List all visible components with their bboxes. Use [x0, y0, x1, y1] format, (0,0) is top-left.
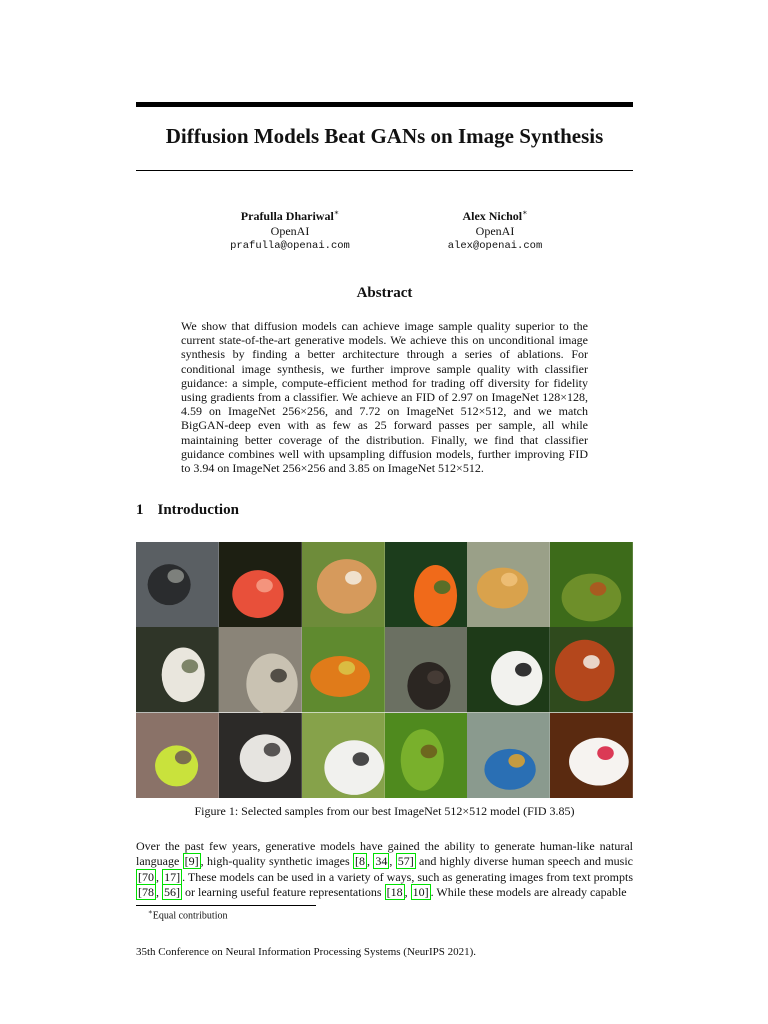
abstract-text: We show that diffusion models can achieve image sample quality superior to the current state-of-the-art generative models. We achieve this on unconditional image synthesis by finding a better architecture through a series of ablations. For conditional image synthesis, we further improve sample quality with classifier guidance: a simple, compute-efficient method for trading off diversity for fidelity using gradients from a classifier. We achieve an FID of 2.97 on ImageNet 128×128, 4.59 on ImageNet 256×256, and 7.72 on ImageNet 512×512, and we match BigGAN-deep even with as few as 25 forward passes per sample, all while maintaining better coverage of the distribution. Finally, we find that classifier guidance combines well with upsampling diffusion models, further improving FID to 3.94 on ImageNet 256×256 and 3.85 on ImageNet 512×512.: [181, 319, 588, 476]
sample-image-goldfish: [385, 542, 468, 627]
sample-image-ostrich: [136, 542, 219, 627]
sample-image-husky: [219, 713, 302, 798]
intro-paragraph: Over the past few years, generative models have gained the ability to generate human-like natural language [9] , high-quality synthetic images [8 , 34 , 57] and highly diverse human speech and music [70 , 17] . These models can be used in a variety of ways, such as generating images from text prompts [78 , 56] or learning useful feature representations [18 , 10] . While these models are already capable: [136, 839, 634, 899]
citation-link[interactable]: [9]: [184, 854, 199, 869]
footnote: ∗Equal contribution: [148, 908, 228, 922]
conference-note: 35th Conference on Neural Information Processing Systems (NeurIPS 2021).: [136, 946, 477, 958]
section-title: Introduction: [157, 502, 239, 518]
sample-image-monarch-butterfly: [302, 627, 385, 712]
title-top-rule: [136, 102, 633, 107]
author-email[interactable]: alex@openai.com: [447, 240, 543, 252]
sample-image-red-panda: [550, 627, 633, 712]
sample-image-flamingo: [219, 542, 302, 627]
sample-image-strawberry-cake: [550, 713, 633, 798]
citation-link[interactable]: 56]: [164, 884, 180, 899]
citation-link[interactable]: [18: [386, 884, 403, 899]
title-bottom-rule: [136, 170, 633, 171]
citation-link[interactable]: 17]: [164, 869, 181, 884]
paper-title: Diffusion Models Beat GANs on Image Synthesis: [165, 124, 604, 148]
section-heading: [136, 502, 239, 519]
author-affiliation: OpenAI: [270, 224, 310, 238]
citation-link[interactable]: [78: [138, 884, 154, 899]
citation-link[interactable]: 57]: [397, 854, 414, 869]
sample-image-panda: [467, 627, 550, 712]
sample-image-spider: [385, 713, 468, 798]
sample-image-grid: [136, 542, 633, 798]
sample-image-corgi: [302, 542, 385, 627]
author-name: Prafulla Dhariwal∗: [240, 208, 340, 223]
sample-image-hummingbird: [550, 542, 633, 627]
figure-caption: Figure 1: Selected samples from our best ImageNet 512×512 model (FID 3.85): [194, 804, 575, 818]
author-block-2: [395, 205, 595, 254]
citation-link[interactable]: [70: [138, 869, 154, 884]
author-email[interactable]: prafulla@openai.com: [230, 240, 350, 252]
footnote-rule: [136, 905, 316, 906]
author-block-1: [190, 205, 390, 254]
sample-image-tennis-ball: [136, 713, 219, 798]
sample-image-snow-leopard: [219, 627, 302, 712]
sample-image-golden-retriever: [467, 542, 550, 627]
citation-link[interactable]: 10]: [412, 884, 429, 899]
sample-image-pickup-truck: [302, 713, 385, 798]
author-name: Alex Nichol∗: [462, 208, 528, 223]
citation-link[interactable]: 34: [375, 854, 388, 869]
sample-image-chimpanzee: [385, 627, 468, 712]
sample-image-bee-eater: [467, 713, 550, 798]
abstract-heading: Abstract: [356, 285, 413, 301]
section-number: 1: [136, 502, 144, 518]
author-affiliation: OpenAI: [475, 224, 515, 238]
citation-link[interactable]: [8: [355, 854, 365, 869]
sample-image-white-wolf: [136, 627, 219, 712]
